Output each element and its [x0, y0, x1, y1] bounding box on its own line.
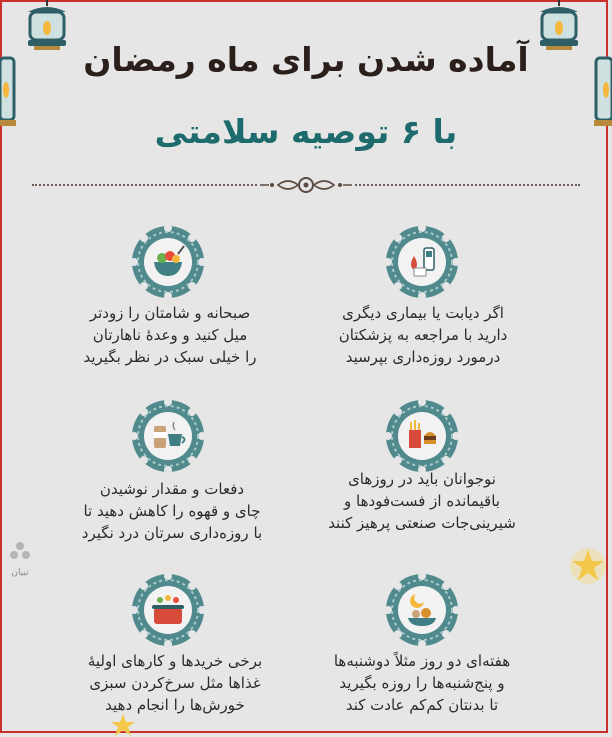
star-icon	[568, 546, 608, 586]
logo-text: تبیان	[11, 568, 29, 578]
tip-text-1: اگر دیابت یا بیماری دیگری دارید با مراجعه به پزشکتان درمورد روزه‌داری بپرسید	[338, 304, 508, 366]
ornament-icon	[258, 176, 354, 194]
watermark-logo	[4, 540, 36, 578]
page-subtitle: با ۶ توصیه سلامتی	[154, 112, 458, 151]
tip-text-5: هفته‌ای دو روز مثلاً دوشنبه‌ها و پنج‌شنبه‌ها را روزه بگیرید تا بدنتان کم‌کم عادت کند	[333, 652, 511, 714]
tea-cup-icon	[130, 398, 206, 474]
fastfood-icon	[384, 398, 460, 474]
breakfast-bowl-icon	[130, 224, 206, 300]
cooking-pot-icon	[130, 572, 206, 648]
iftar-table-icon	[384, 572, 460, 648]
page-title: آماده شدن برای ماه رمضان	[83, 40, 529, 79]
tip-text-3: نوجوانان باید در روزهای باقیمانده از فست‌فودها و شیرینی‌جات صنعتی پرهیز کنند	[328, 470, 516, 532]
logo-icon	[8, 540, 32, 564]
diabetes-icon	[384, 224, 460, 300]
star-icon	[108, 712, 138, 737]
tip-text-6: برخی خریدها و کارهای اولیهٔ غذاها مثل سرخ‌کردن سبزی خورش‌ها را انجام دهید	[87, 652, 263, 714]
tip-text-4: دفعات و مقدار نوشیدن چای و قهوه را کاهش دهید تا با روزه‌داری سرتان درد نگیرد	[81, 480, 263, 542]
tip-text-2: صبحانه و شامتان را زودتر میل کنید و وعدهٔ ناهارتان را خیلی سبک در نظر بگیرید	[83, 304, 257, 366]
